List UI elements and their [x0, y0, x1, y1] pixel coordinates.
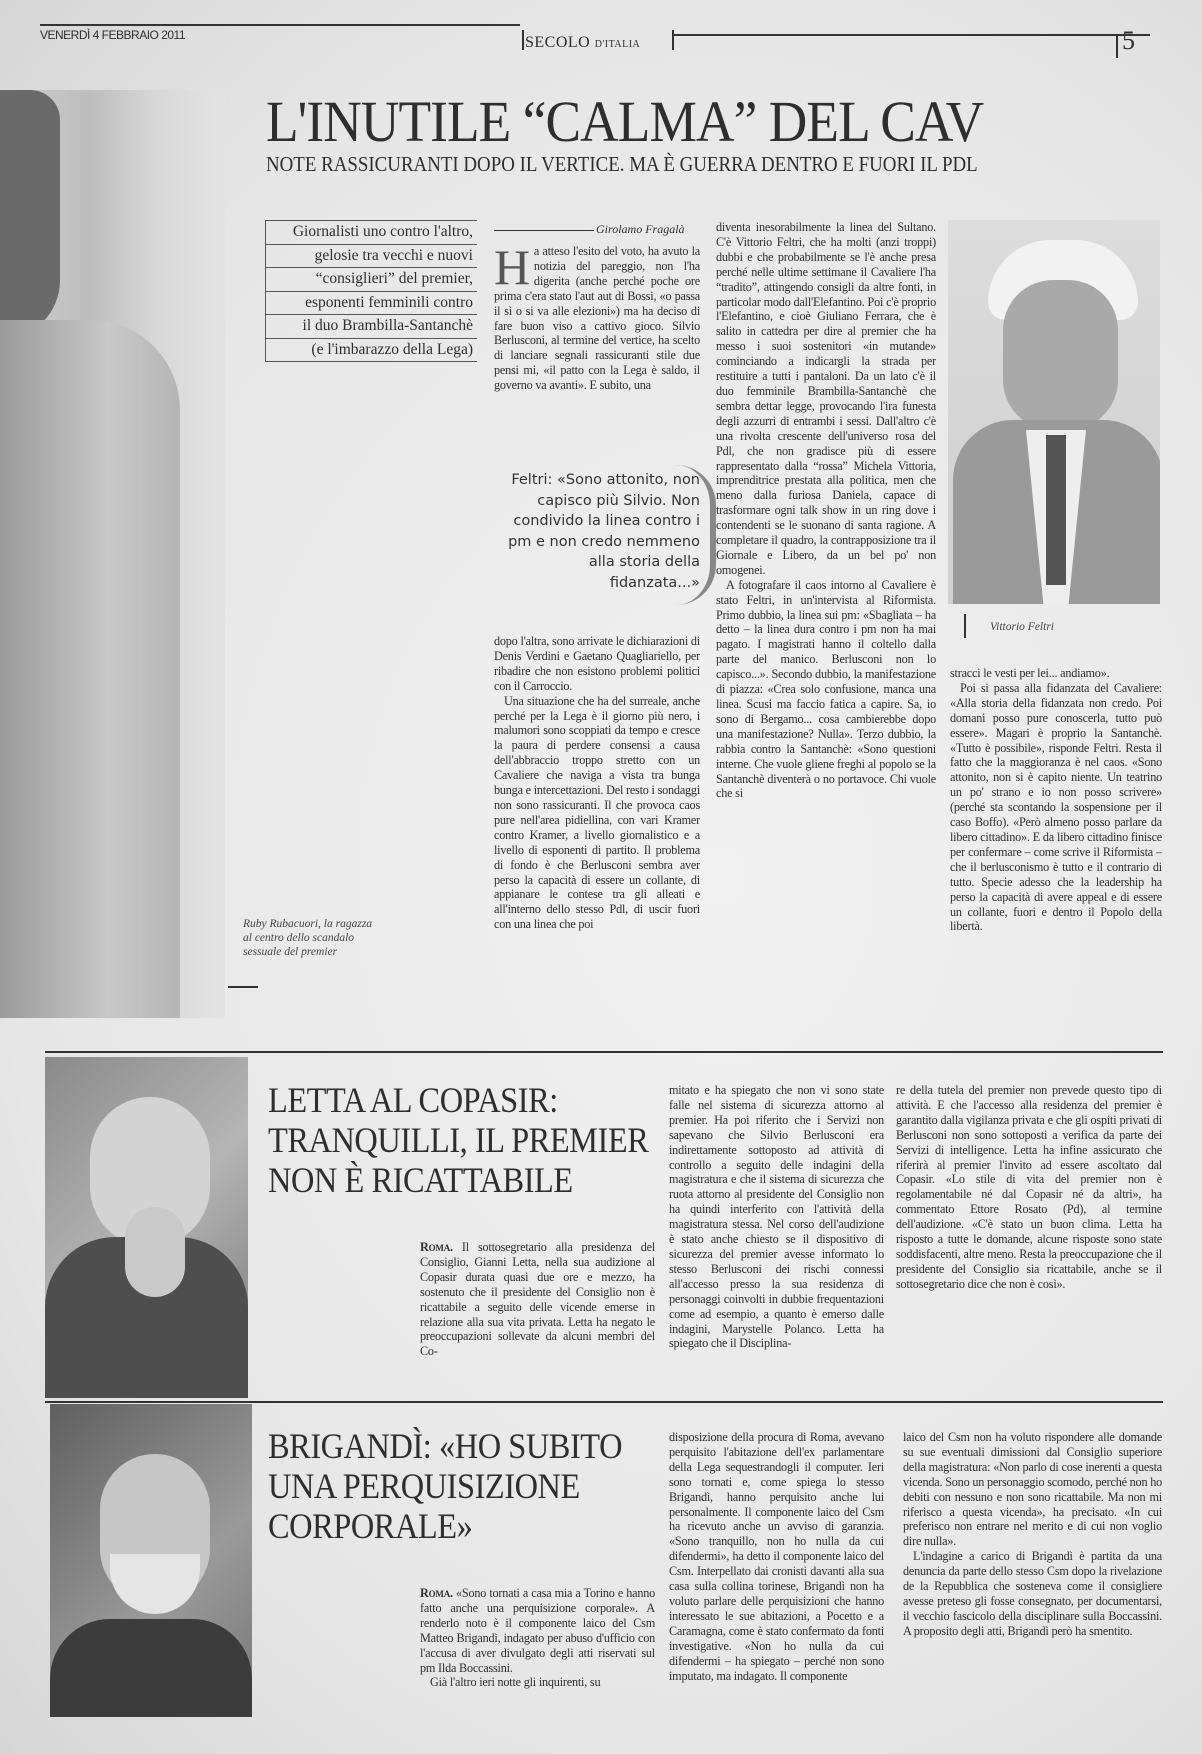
headline-line: UNA PERQUISIZIONE — [268, 1466, 580, 1506]
photo-tie — [1046, 435, 1066, 585]
main-subheadline: NOTE RASSICURANTI DOPO IL VERTICE. MA È GUERRA DENTRO E FUORI IL PDL — [266, 152, 978, 176]
letta-column-2 — [669, 1083, 884, 1375]
pull-quote: Feltri: «Sono attonito, non capisco più Silvio. Non condivido la linea contro i pm e non credo nemmeno alla storia della fidanzata...» — [508, 472, 700, 591]
paragraph: Poi si passa alla fidanzata del Cavaliere: «Alla storia della fidanzata non credo. Poi domani posso pure conoscerla, tutto può essere». Magari è proprio la Santanchè. «Tutto è possibile», risponde Feltri. Resta il fatto che la maggioranza è nel caos. «Sono attonito, non si è capito niente. Un teatrino un po' strano e io non posso scrivere» (perché sta scontando la sospensione per il caso Boffo). «Però almeno posso parlare da libero cittadino». E da libero cittadino finisce per confermare – come scrive il Riformista – che il berlusconismo è tutto e il contrario di tutto. Specie adesso che la leadership ha perso la capacità di avere appeal e di essere un collante, fuori e dentro il Popolo della libertà. — [950, 680, 1162, 934]
photo-hair — [0, 90, 60, 340]
paragraph: A fotografare il caos intorno al Cavaliere è stato Feltri, in un'intervista al Riformista. Primo dubbio, la linea sui pm: «Sbagliata – ha detto – la linea dura contro i pm non ha mai pagato. I magistrati hanno il coltello dalla parte del manico. Berlusconi non lo capisco...». Secondo dubbio, la manifestazione di piazza: «Crea solo confusione, manca una linea. Scusi ma faccio fatica a capire. Sa, io sono di Bergamo... cosa cambierebbe dopo una manifestazione? Nulla». Terzo dubbio, la rabbia contro la Santanchè: «Sono questioni interne. Che vuole gliene freghi al popolo se la Santanchè diventerà o no portavoce. Chi vuole che si — [716, 577, 936, 801]
summary-line: (e l'imbarazzo della Lega) — [266, 339, 477, 363]
dateline: Roma. — [420, 1586, 453, 1600]
byline-rule — [494, 230, 594, 231]
photo-jacket — [50, 1619, 252, 1717]
pull-quote-bracket — [676, 465, 716, 605]
article-column-3 — [950, 666, 1162, 1020]
letta-photo — [45, 1057, 248, 1398]
photo-caption-feltri: Vittorio Feltri — [990, 621, 1054, 633]
article-text: disposizione della procura di Roma, avevano perquisito l'abitazione dell'ex parlamentare della Lega sequestrandogli il computer. Ieri sono tornati e, come spiega lo stesso Brigandì, hanno perquisito anche lui personalmente. Il componente laico del Csm ha ricevuto anche un avviso di garanzia. «Sono tranquillo, non ho nulla da cui difendermi», ha detto il componente laico del Csm. Interpellato dai cronisti davanti alla sua casa sulla collina torinese, Brigandì non ha voluto parlare delle perquisizioni che hanno interessato le sue abitazioni, a Pocetto e a Caramagna, come è stato confermato da fonti investigative. «Non ho nulla da cui difendermi – ha spiegato – perché non sono imputato, ma indagato. Il componente — [669, 1430, 884, 1683]
article-text: «Sono tornati a casa mia a Torino e hanno fatto anche una perquisizione corporale». A renderlo noto è il componente laico del Csm Matteo Brigandì, indagato per abuso d'ufficio con l'accusa di aver divulgato degli atti riservati sul pm Ilda Boccassini. — [420, 1586, 655, 1675]
byline: Girolamo Fragalà — [596, 222, 685, 236]
brigandi-column-2 — [669, 1430, 884, 1717]
article-text: a atteso l'esito del voto, ha avuto la notizia del pareggio, non l'ha digerita (anche perché poche ore prima c'era stato l'aut aut di Bossi, «o passa il sì o si va alle elezioni») ma ha deciso di fare buon viso a cattivo gioco. Silvio Berlusconi, al termine del vertice, ha scelto di lanciare segnali rassicuranti stile due pensi mi, «il patto con la Lega è saldo, il governo va avanti». E subito, una — [494, 244, 700, 393]
photo-beard — [110, 1554, 200, 1614]
article-text: mitato e ha spiegato che non vi sono state falle nel sistema di sicurezza attorno al premier. Ha poi riferito che i Servizi non sapevano che Silvio Berlusconi era indirettamente sottoposto ad attività di controllo a seguito delle indagini della magistratura e che il sistema di sicurezza che ruota attorno al presidente del Consiglio non ha quindi interferito con l'attività della magistratura stessa. Nel corso dell'audizione è stato anche chiesto se il dispositivo di sicurezza del premier avesse informato lo stesso Berlusconi dei rischi connessi all'accesso presso la sua residenza di personaggi coinvolti in dubbie frequentazioni come ad esempio, a quanto è emerso dalle indagini, Marystelle Polanco. Letta ha spiegato che il Disciplina- — [669, 1083, 884, 1351]
dateline: Roma. — [420, 1240, 453, 1254]
header-divider — [522, 30, 524, 50]
brigandi-column-3 — [903, 1430, 1162, 1717]
brigandi-column-1 — [420, 1586, 655, 1716]
masthead — [525, 34, 640, 52]
paragraph: dopo l'altra, sono arrivate le dichiarazioni di Denis Verdini e Gaetano Quagliariello, per ribadire che non esistono problemi politici con il Carroccio. — [494, 634, 700, 693]
headline-line: BRIGANDÌ: «HO SUBITO — [268, 1426, 623, 1466]
summary-box — [265, 220, 477, 362]
photo-dress — [0, 320, 180, 1018]
paragraph: Già l'altro ieri notte gli inquirenti, su — [430, 1675, 601, 1690]
photo-caption-ruby: Ruby Rubacuori, la ragazza al centro dello scandalo sessuale del premier — [243, 918, 373, 958]
headline-line: LETTA AL COPASIR: — [268, 1080, 558, 1120]
feltri-photo — [948, 220, 1160, 604]
letta-headline — [268, 1080, 648, 1200]
drop-cap: H — [494, 244, 530, 295]
paragraph: stracci le vesti per lei... andiamo». — [950, 666, 1110, 680]
paragraph: L'indagine a carico di Brigandì è partita da una denuncia da parte dello stesso Csm dopo la rivelazione de la Repubblica che sosteneva come il consigliere avesse preteso gli fosse consegnato, per documentarsi, il vecchio fascicolo della disciplinare sulla Boccassini. A proposito degli atti, Brigandì però ha smentito. — [903, 1549, 1162, 1638]
article-column-1a — [494, 244, 700, 468]
caption-rule — [228, 986, 258, 988]
paragraph: diventa inesorabilmente la linea del Sultano. C'è Vittorio Feltri, che ha molti (anzi troppi) dubbi e che probabilmente se l'è anche presa perché nelle ultime settimane il Cavaliere l'ha “tradito”, attingendo consigli da altre fonti, in particolar modo dall'Elefantino. Poi c'è proprio l'Elefantino, e cioè Giuliano Ferrara, che è salito in cattedra per dire al premier che ha messo i suoi sostenitori «in mutande» cominciando a indicargli la strada per restituire a tutti i pantaloni. Da un lato c'è il duo femminile Brambilla-Santanchè che sembra dettar legge, provocando l'ira funesta degli azzurri di entrambi i sessi. Dall'altro c'è una rivolta crescente dell'universo rosa del Pdl, che non gradisce più di essere rappresentato dalla “rossa” Michela Vittoria, imprenditrice prestata alla politica, men che meno dalla furiosa Daniela, capace di trasformare ogni talk show in un ring dove i contendenti se le suonano di santa ragione. A completare il quadro, la contrapposizione tra il Giornale e Libero, da un bel po' non omogenei. — [716, 220, 936, 577]
summary-line: “consiglieri” del premier, — [266, 268, 477, 292]
headline-line: NON È RICATTABILE — [268, 1160, 573, 1200]
section-divider — [45, 1051, 1163, 1053]
header-rule-right — [672, 34, 1150, 36]
masthead-title: SECOLO — [525, 34, 591, 51]
article-text: Il sottosegretario alla presidenza del Consiglio, Gianni Letta, nella sua audizione al Copasir durata quasi due ore e mezzo, ha sostenuto che il presidente del Consiglio non è ricattabile a seguito delle vicende emerse in relazione alla sua vita privata. Letta ha negato le preoccupazioni sollevate da alcuni membri del Co- — [420, 1240, 655, 1359]
headline-line: CORPORALE» — [268, 1506, 473, 1546]
brigandi-photo — [50, 1404, 252, 1717]
page-number: 5 — [1122, 26, 1135, 55]
paragraph: laico del Csm non ha voluto rispondere alle domande su sue eventuali dimissioni dal Consiglio superiore della magistratura: «Non parlo di cose inerenti a questa vicenda. Sono un personaggio scomodo, perché non ho debiti con nessuno e non sono ricattabile. Ma non mi riferisco a questa vicenda», ha precisato. «In cui preferisco non entrare nel merito e di cui non voglio dire nulla». — [903, 1430, 1162, 1549]
header-rule-left — [40, 24, 520, 26]
header-divider — [1116, 34, 1118, 58]
paragraph: Una situazione che ha del surreale, anche perché per la Lega è il giorno più nero, i malumori sono scoppiati da tempo e cresce la paura di perdere consensi a causa dell'abbraccio troppo stretto con un Cavaliere che naviga a vista tra bunga bunga e intercettazioni. Del resto i sondaggi non sono rassicuranti. Il che provoca caos pure nell'area pidiellina, con vari Kramer contro Kramer, a livello giornalistico e a livello di esponenti di partito. Il problema di fondo è che Berlusconi sembra aver perso la capacità di essere un collante, di appianare le contese tra gli alleati e all'interno dello stesso Pdl, di uscir fuori con una linea che poi — [494, 693, 700, 932]
article-text: re della tutela del premier non prevede questo tipo di attività. E che l'accesso alla residenza del premier è garantito dalla vigilanza privata e che gli ospiti privati di Berlusconi non sono sottoposti a verifica da parte dei Servizi di intelligence. Letta ha infine assicurato che riferirà al premier l'invito ad essere ascoltato dal Copasir. «Lo stile di vita del premier non è regolamentabile né dal Copasir né da altri», ha commentato Ettore Rosato (Pd), al termine dell'audizione. «C'è stato un buon clima. Letta ha risposto a tutte le domande, alcune risposte sono state soddisfacenti, altre meno. Resta la preoccupazione che il presidente del Consiglio sia ricattabile, anche se il sottosegretario dice che non è così». — [896, 1083, 1162, 1291]
headline-line: TRANQUILLI, IL PREMIER — [268, 1120, 649, 1160]
masthead-subtitle: D'ITALIA — [594, 39, 641, 50]
letta-column-3 — [896, 1083, 1162, 1375]
brigandi-headline — [268, 1426, 622, 1546]
section-divider — [45, 1401, 1163, 1403]
issue-date: VENERDÌ 4 FEBBRAIO 2011 — [40, 28, 186, 42]
header-divider — [672, 30, 674, 50]
main-headline: L'INUTILE “CALMA” DEL CAV — [266, 89, 984, 154]
summary-line: Giornalisti uno contro l'altro, — [266, 221, 477, 245]
ruby-photo — [0, 90, 225, 1018]
summary-line: gelosie tra vecchi e nuovi — [266, 245, 477, 269]
photo-hands — [125, 1207, 185, 1297]
letta-column-1 — [420, 1240, 655, 1375]
summary-line: il duo Brambilla-Santanchè — [266, 315, 477, 339]
article-column-2 — [716, 220, 936, 1020]
photo-face — [1003, 280, 1118, 430]
article-column-1b — [494, 634, 700, 1020]
caption-rule — [964, 614, 966, 638]
summary-line: esponenti femminili contro — [266, 292, 477, 316]
